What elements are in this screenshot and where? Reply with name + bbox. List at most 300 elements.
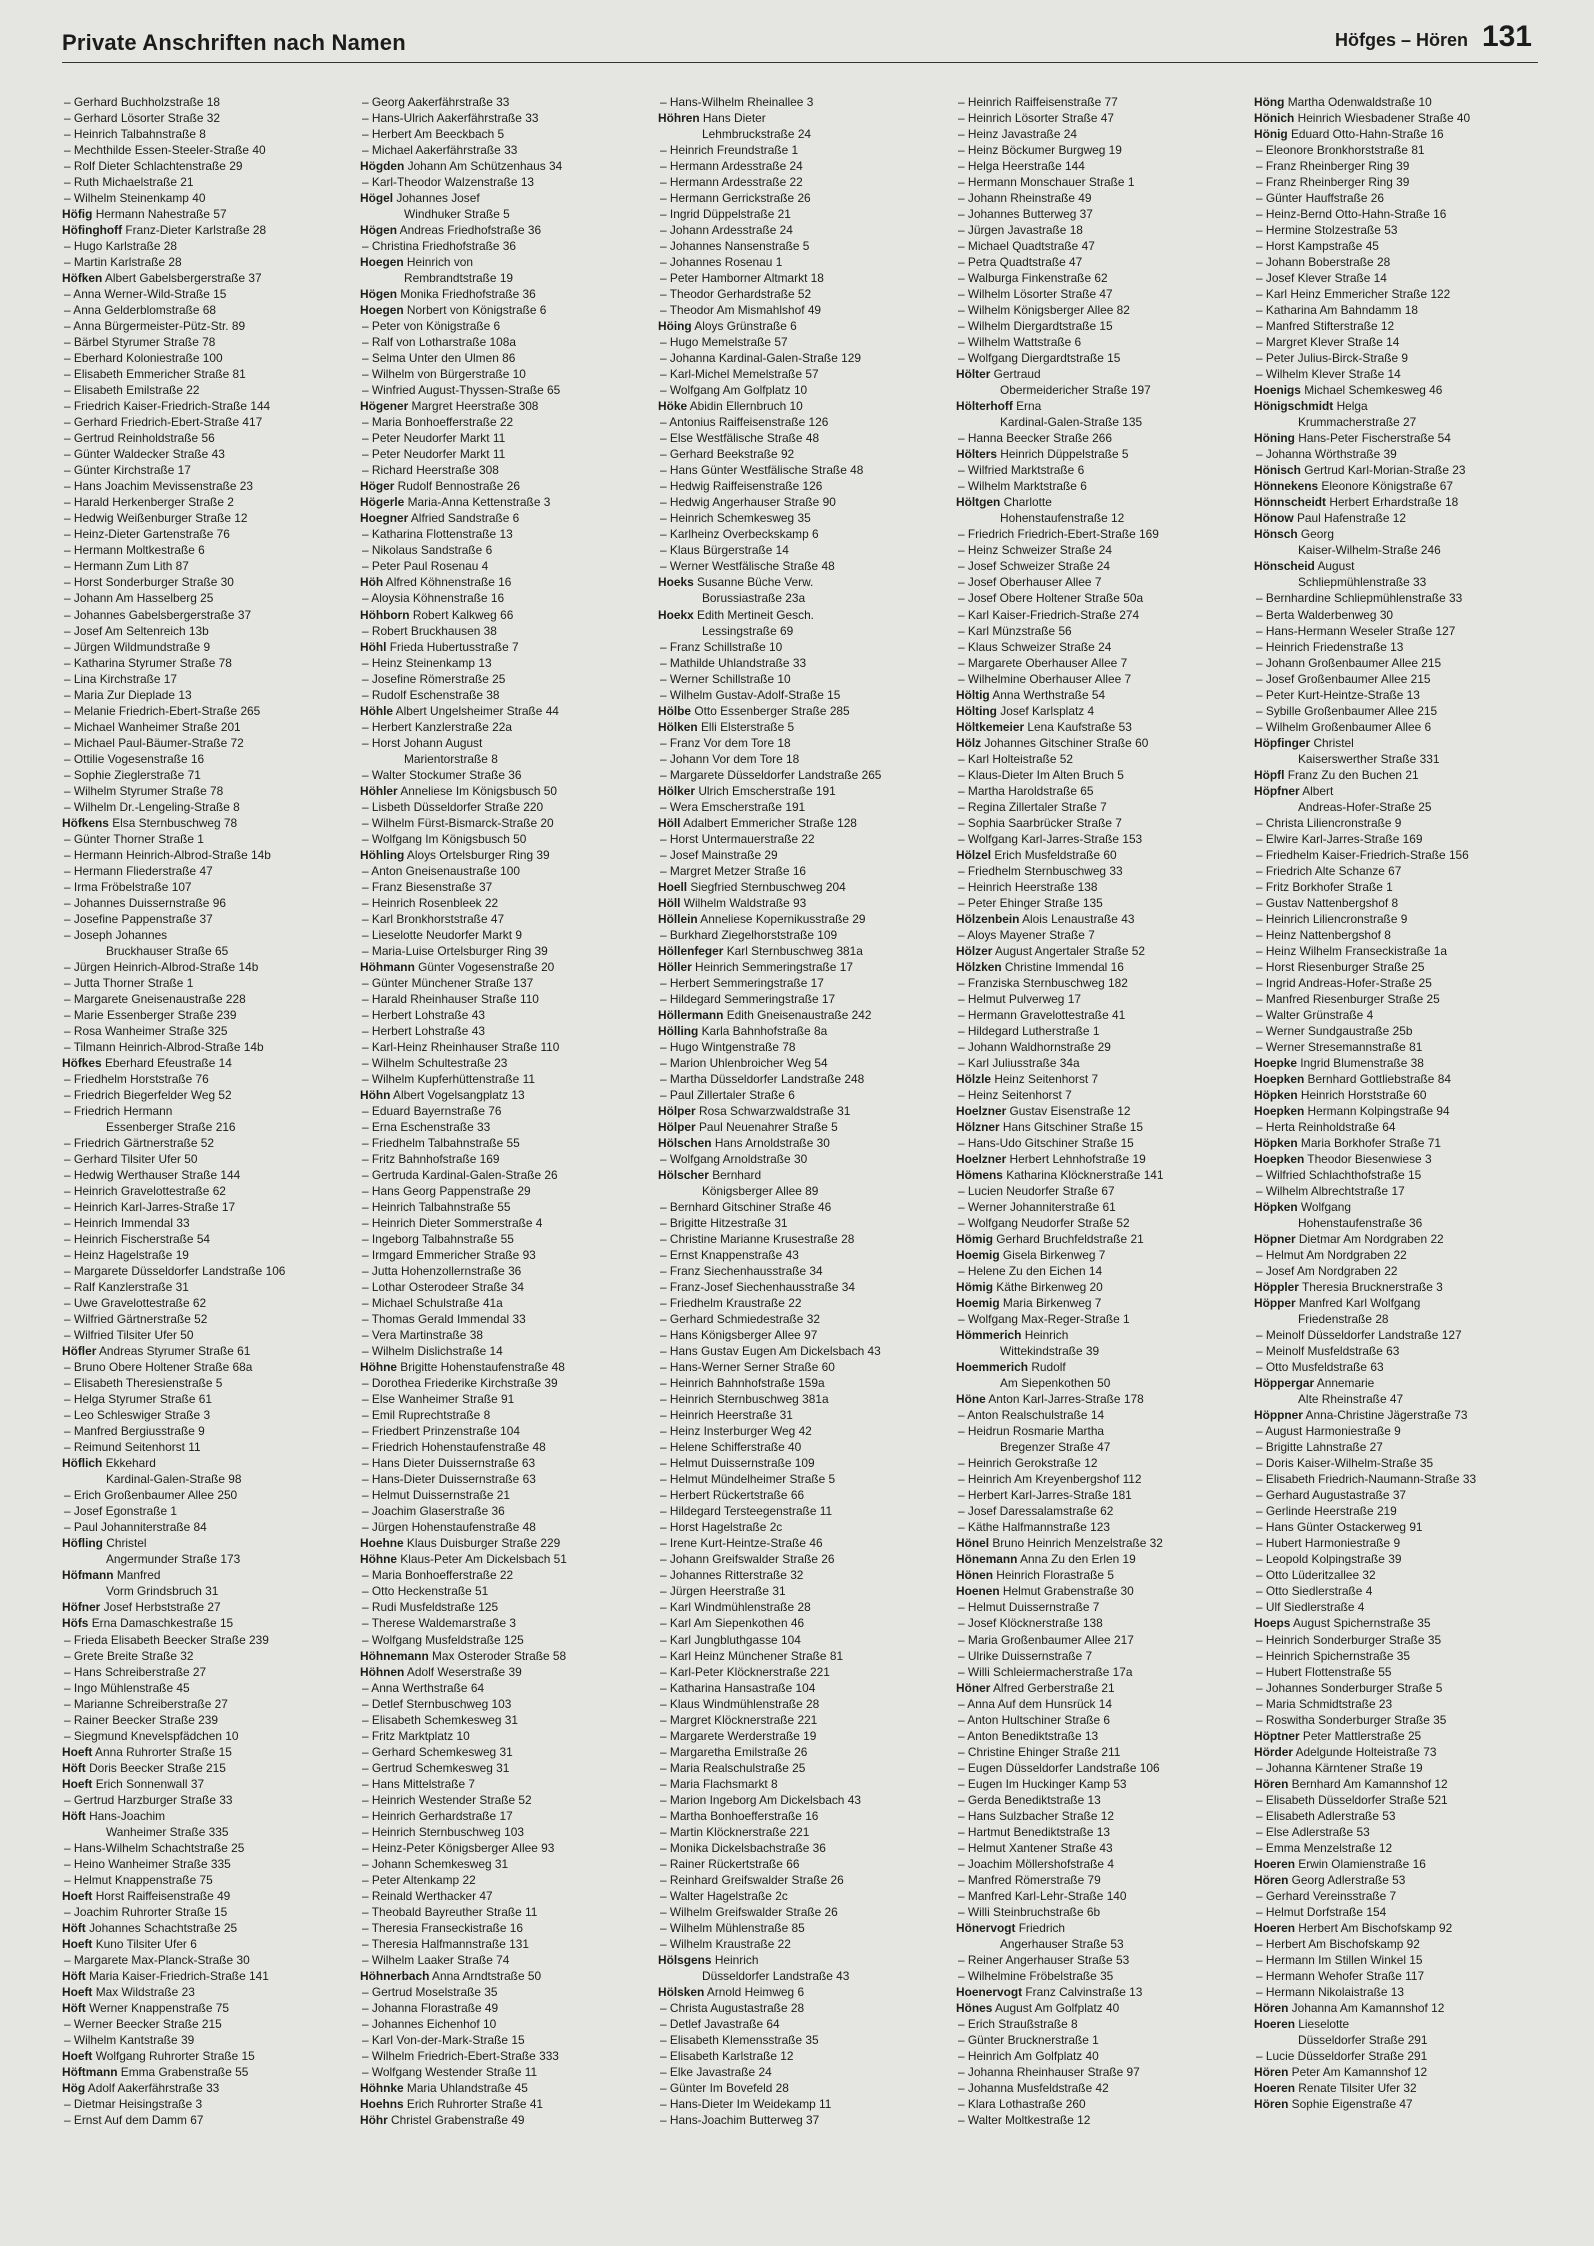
directory-subentry: – Friedrich Friedrich-Ebert-Straße 169 xyxy=(958,527,1159,542)
directory-subentry: – Helmut Knappenstraße 75 xyxy=(64,1872,213,1887)
directory-entry xyxy=(360,1087,646,1103)
surname: Hölzer xyxy=(956,943,993,958)
surname: Högener xyxy=(360,399,409,414)
directory-entry xyxy=(1254,1728,1540,1744)
surname: Hoeren xyxy=(1254,1920,1295,1935)
directory-subentry: – Hans-Wilhelm Schachtstraße 25 xyxy=(64,1840,245,1855)
surname: Höhn xyxy=(360,1087,391,1102)
surname: Hölling xyxy=(658,1023,699,1038)
directory-subentry: – Else Adlerstraße 53 xyxy=(1256,1824,1370,1839)
surname: Hörder xyxy=(1254,1744,1293,1759)
directory-subentry: – Karl Heinz Emmericher Straße 122 xyxy=(1256,287,1451,302)
entry-details: Heinrich Semmeringstraße 17 xyxy=(691,959,853,974)
directory-subentry: – Herbert Karl-Jarres-Straße 181 xyxy=(958,1488,1132,1503)
directory-entry xyxy=(1254,558,1540,574)
surname: Höppler xyxy=(1254,1280,1299,1295)
surname: Hölker xyxy=(658,783,696,798)
directory-subentry: – Dorothea Friederike Kirchstraße 39 xyxy=(362,1376,558,1391)
surname: Högen xyxy=(360,287,397,302)
directory-entry xyxy=(360,286,646,302)
directory-subentry: – Wilhelm Greifswalder Straße 26 xyxy=(660,1904,838,1919)
entry-details: Sophie Eigenstraße 47 xyxy=(1288,2096,1413,2111)
directory-subentry: – Jutta Hohenzollernstraße 36 xyxy=(362,1264,522,1279)
surname: Hoemmerich xyxy=(956,1360,1029,1375)
directory-subentry: – Uwe Gravelottestraße 62 xyxy=(64,1296,207,1311)
surname: Höptner xyxy=(1254,1728,1300,1743)
directory-subentry: – Christine Marianne Krusestraße 28 xyxy=(660,1232,855,1247)
directory-entry xyxy=(956,1567,1242,1583)
entry-details: Karla Bahnhofstraße 8a xyxy=(698,1023,828,1038)
entry-details: August xyxy=(1314,559,1355,574)
directory-subentry: – Burkhard Ziegelhorststraße 109 xyxy=(660,927,838,942)
surname: Höhnemann xyxy=(360,1648,429,1663)
directory-subentry: – Jürgen Heinrich-Albrod-Straße 14b xyxy=(64,959,259,974)
header-rule xyxy=(62,62,1538,63)
directory-subentry: – Rudolf Eschenstraße 38 xyxy=(362,687,500,702)
directory-subentry: – Hildegard Tersteegenstraße 11 xyxy=(660,1504,833,1519)
directory-subentry: – Günter Waldecker Straße 43 xyxy=(64,447,225,462)
directory-subentry: – Karl Jungbluthgasse 104 xyxy=(660,1632,801,1647)
entry-details: Maria Uhlandstraße 45 xyxy=(403,2080,528,2095)
surname: Hören xyxy=(1254,2096,1289,2111)
directory-entry xyxy=(1254,2080,1540,2096)
name-range: Höfges – Hören xyxy=(1334,30,1468,50)
directory-subentry: – Wilhelm Klever Straße 14 xyxy=(1256,367,1401,382)
directory-subentry: – Hartmut Benediktstraße 13 xyxy=(958,1824,1111,1839)
directory-subentry: – Reimund Seitenhorst 11 xyxy=(64,1440,201,1455)
entry-details: Johann Am Schützenhaus 34 xyxy=(404,159,563,174)
directory-subentry: – Sybille Großenbaumer Allee 215 xyxy=(1256,703,1438,718)
directory-subentry: – Fritz Marktplatz 10 xyxy=(362,1728,470,1743)
entry-details: Adalbert Emmericher Straße 128 xyxy=(680,815,857,830)
surname: Hören xyxy=(1254,1776,1289,1791)
surname: Höhling xyxy=(360,847,405,862)
directory-subentry: – Karl Windmühlenstraße 28 xyxy=(660,1600,811,1615)
entry-details: Klaus-Peter Am Dickelsbach 51 xyxy=(397,1552,567,1567)
directory-entry xyxy=(62,2048,348,2064)
directory-subentry: – Sophie Zieglerstraße 71 xyxy=(64,767,201,782)
directory-subentry: – Herbert Kanzlerstraße 22a xyxy=(362,719,513,734)
directory-entry-continuation: Essenberger Straße 216 xyxy=(106,1120,236,1134)
directory-subentry: – Friedhelm Talbahnstraße 55 xyxy=(362,1136,520,1151)
directory-subentry: – Elwire Karl-Jarres-Straße 169 xyxy=(1256,831,1423,846)
directory-subentry: – Heinrich Gerokstraße 12 xyxy=(958,1456,1098,1471)
directory-entry xyxy=(1254,1776,1540,1792)
entry-details: Anna Arndtstraße 50 xyxy=(429,1968,542,1983)
directory-entry-continuation: Angerhauser Straße 53 xyxy=(1000,1936,1124,1951)
directory-subentry: – Marion Ingeborg Am Dickelsbach 43 xyxy=(660,1792,861,1807)
entry-details: Heinrich Florastraße 5 xyxy=(993,1568,1114,1583)
directory-subentry: – Klaus Windmühlenstraße 28 xyxy=(660,1696,820,1711)
surname: Höh xyxy=(360,575,384,590)
entry-details: Erich Musfeldstraße 60 xyxy=(991,847,1117,862)
directory-subentry: – Otto Siedlerstraße 4 xyxy=(1256,1584,1373,1599)
directory-subentry: – Johanna Musfeldstraße 42 xyxy=(958,2080,1109,2095)
directory-subentry: – Nikolaus Sandstraße 6 xyxy=(362,543,493,558)
directory-subentry: – Helga Styrumer Straße 61 xyxy=(64,1392,213,1407)
surname: Höpfl xyxy=(1254,767,1285,782)
directory-entry xyxy=(1254,2016,1540,2032)
directory-subentry: – Peter von Königstraße 6 xyxy=(362,319,501,334)
directory-subentry: – Georg Aakerfährstraße 33 xyxy=(362,95,510,109)
directory-entry-continuation: Vorm Grindsbruch 31 xyxy=(106,1584,219,1599)
surname: Hoenervogt xyxy=(956,1984,1023,1999)
surname: Höhne xyxy=(360,1360,397,1375)
directory-subentry: – Margarete Max-Planck-Straße 30 xyxy=(64,1952,250,1967)
directory-subentry: – Manfred Bergiusstraße 9 xyxy=(64,1424,205,1439)
entry-details: Johannes Schachtstraße 25 xyxy=(85,1920,238,1935)
directory-entry xyxy=(1254,1872,1540,1888)
directory-subentry: – Franz Vor dem Tore 18 xyxy=(660,735,791,750)
directory-subentry: – Heinz-Bernd Otto-Hahn-Straße 16 xyxy=(1256,207,1447,222)
directory-subentry: – Martha Düsseldorfer Landstraße 248 xyxy=(660,1071,865,1086)
entry-details: Wolfgang xyxy=(1297,1200,1351,1215)
entry-details: Manfred Karl Wolfgang xyxy=(1295,1296,1421,1311)
surname: Hoelzner xyxy=(956,1103,1007,1118)
directory-entry xyxy=(1254,1295,1540,1311)
directory-subentry: – Manfred Riesenburger Straße 25 xyxy=(1256,991,1440,1006)
surname: Hoeps xyxy=(1254,1616,1291,1631)
directory-subentry: – Heino Wanheimer Straße 335 xyxy=(64,1856,231,1871)
directory-entry xyxy=(658,574,944,590)
directory-subentry: – Klaus Schweizer Straße 24 xyxy=(958,639,1112,654)
surname: Hoenen xyxy=(956,1584,1000,1599)
entry-details: Käthe Birkenweg 20 xyxy=(993,1280,1103,1295)
directory-subentry: – Hanna Beecker Straße 266 xyxy=(958,431,1113,446)
entry-details: Lena Kaufstraße 53 xyxy=(1024,719,1132,734)
entry-details: Gustav Eisenstraße 12 xyxy=(1006,1103,1131,1118)
directory-subentry: – Peter Neudorfer Markt 11 xyxy=(362,447,506,462)
directory-subentry: – Friedhelm Kaiser-Friedrich-Straße 156 xyxy=(1256,847,1469,862)
directory-subentry: – Dietmar Heisingstraße 3 xyxy=(64,2096,203,2111)
directory-subentry: – Heinz Nattenbergshof 8 xyxy=(1256,927,1391,942)
directory-entry-continuation: Kardinal-Galen-Straße 98 xyxy=(106,1472,242,1487)
directory-subentry: – Josef Klever Straße 14 xyxy=(1256,271,1387,286)
entry-details: Wilhelm Waldstraße 93 xyxy=(680,895,807,910)
entry-details: Edith Gneisenaustraße 242 xyxy=(723,1007,872,1022)
directory-entry xyxy=(658,607,944,623)
directory-subentry: – Detlef Sternbuschweg 103 xyxy=(362,1696,512,1711)
directory-subentry: – Heinrich Heerstraße 31 xyxy=(660,1408,793,1423)
entry-details: Doris Beecker Straße 215 xyxy=(85,1760,226,1775)
directory-entry xyxy=(62,206,348,222)
entry-details: Johannes Josef xyxy=(393,191,480,206)
directory-subentry: – Günter Brucknerstraße 1 xyxy=(958,2032,1099,2047)
directory-subentry: – Manfred Römerstraße 79 xyxy=(958,1872,1101,1887)
surname: Höhle xyxy=(360,703,394,718)
directory-subentry: – Friedrich Hermann xyxy=(64,1103,173,1118)
directory-subentry: – Berta Walderbenweg 30 xyxy=(1256,607,1394,622)
surname: Hoeft xyxy=(62,1776,93,1791)
directory-subentry: – Josef Am Seltenreich 13b xyxy=(64,623,209,638)
directory-subentry: – Hermann Nikolaistraße 13 xyxy=(1256,1984,1405,1999)
directory-subentry: – Horst Hagelstraße 2c xyxy=(660,1520,783,1535)
directory-entry xyxy=(62,1984,348,2000)
directory-entry xyxy=(956,1119,1242,1135)
directory-subentry: – Wilhelm Großenbaumer Allee 6 xyxy=(1256,719,1432,734)
directory-subentry: – Aloysia Köhnenstraße 16 xyxy=(362,591,505,606)
entry-details: Gertraud xyxy=(990,367,1041,382)
entry-details: Margret Heerstraße 308 xyxy=(408,399,539,414)
directory-subentry: – Peter Paul Rosenau 4 xyxy=(362,559,489,574)
directory-subentry: – Hermann Ardesstraße 24 xyxy=(660,159,803,174)
directory-subentry: – Martin Klöcknerstraße 221 xyxy=(660,1824,810,1839)
directory-subentry: – Gertrud Reinholdstraße 56 xyxy=(64,431,215,446)
directory-subentry: – Margarete Werderstraße 19 xyxy=(660,1728,817,1743)
directory-subentry: – Friedrich Alte Schanze 67 xyxy=(1256,863,1402,878)
directory-subentry: – Hans Günter Westfälische Straße 48 xyxy=(660,463,864,478)
directory-subentry: – Hildegard Lutherstraße 1 xyxy=(958,1023,1100,1038)
directory-subentry: – Günter Münchener Straße 137 xyxy=(362,975,534,990)
page-number: 131 xyxy=(1481,20,1532,53)
surname: Hölzle xyxy=(956,1071,992,1086)
directory-entry xyxy=(1254,2096,1540,2112)
directory-subentry: – Hugo Memelstraße 57 xyxy=(660,335,788,350)
surname: Hölper xyxy=(658,1120,696,1134)
directory-subentry: – Heinrich Liliencronstraße 9 xyxy=(1256,911,1408,926)
entry-details: Erich Ruhrorter Straße 41 xyxy=(403,2096,544,2111)
surname: Hoeft xyxy=(62,1744,93,1759)
surname: Höfling xyxy=(62,1536,103,1551)
directory-subentry: – Wilhelm Kantstraße 39 xyxy=(64,2032,195,2047)
directory-entry xyxy=(360,302,646,318)
directory-subentry: – Helene Schifferstraße 40 xyxy=(660,1440,802,1455)
directory-entry xyxy=(360,398,646,414)
entry-details: Theodor Biesenwiese 3 xyxy=(1304,1152,1432,1167)
entry-details: Helga xyxy=(1333,399,1368,414)
directory-subentry: – Heinz Böckumer Burgweg 19 xyxy=(958,143,1122,158)
entry-details: Elli Elsterstraße 5 xyxy=(697,719,795,734)
directory-subentry: – Joseph Johannes xyxy=(64,927,168,942)
surname: Hoekx xyxy=(658,607,694,622)
directory-subentry: – Heinrich Gerhardstraße 17 xyxy=(362,1808,513,1823)
directory-subentry: – Franz-Josef Siechenhausstraße 34 xyxy=(660,1280,855,1295)
directory-entry-continuation: Kardinal-Galen-Straße 135 xyxy=(1000,415,1143,430)
directory-subentry: – Margarete Gneisenaustraße 228 xyxy=(64,991,246,1006)
directory-entry xyxy=(1254,2064,1540,2080)
directory-subentry: – Peter Hamborner Altmarkt 18 xyxy=(660,271,824,286)
directory-subentry: – Leo Schleswiger Straße 3 xyxy=(64,1408,211,1423)
entry-details: Anneliese Im Königsbusch 50 xyxy=(397,783,557,798)
directory-entry xyxy=(62,1055,348,1071)
directory-entry xyxy=(1254,1055,1540,1071)
surname: Hölken xyxy=(658,719,698,734)
entry-details: Frieda Hubertusstraße 7 xyxy=(386,639,519,654)
surname: Hölzken xyxy=(956,959,1002,974)
directory-entry xyxy=(956,1327,1242,1343)
directory-subentry: – Heinrich Spichernstraße 35 xyxy=(1256,1648,1410,1663)
directory-subentry: – Heinrich Friedenstraße 13 xyxy=(1256,639,1404,654)
surname: Höne xyxy=(956,1392,986,1407)
directory-subentry: – Jutta Thorner Straße 1 xyxy=(64,975,194,990)
entry-details: Horst Raiffeisenstraße 49 xyxy=(92,1888,231,1903)
surname: Höfs xyxy=(62,1616,89,1631)
directory-entry xyxy=(1254,94,1540,110)
entry-details: Adolf Aakerfährstraße 33 xyxy=(85,2080,220,2095)
entry-details: Gertrud Karl-Morian-Straße 23 xyxy=(1300,463,1466,478)
surname: Höppergar xyxy=(1254,1376,1315,1391)
directory-subentry: – Johannes Gabelsbergerstraße 37 xyxy=(64,607,252,622)
directory-subentry: – Gertrud Schemkesweg 31 xyxy=(362,1760,510,1775)
directory-entry xyxy=(1254,126,1540,142)
directory-subentry: – Reinald Werthacker 47 xyxy=(362,1888,493,1903)
directory-subentry: – Helmut Dorfstraße 154 xyxy=(1256,1904,1387,1919)
directory-subentry: – Emil Ruprechtstraße 8 xyxy=(362,1408,491,1423)
directory-subentry: – Hermann Gravelottestraße 41 xyxy=(958,1007,1126,1022)
surname: Höller xyxy=(658,959,692,974)
directory-subentry: – Heinrich Sternbuschweg 381a xyxy=(660,1392,829,1407)
directory-entry xyxy=(1254,110,1540,126)
surname: Höllein xyxy=(658,911,698,926)
directory-subentry: – Maria Schmidtstraße 23 xyxy=(1256,1696,1393,1711)
directory-subentry: – Katharina Hansastraße 104 xyxy=(660,1680,816,1695)
entry-details: Christine Immendal 16 xyxy=(1001,959,1124,974)
directory-entry-continuation: Kaiser-Wilhelm-Straße 246 xyxy=(1298,543,1441,558)
directory-subentry: – Manfred Stifterstraße 12 xyxy=(1256,319,1395,334)
surname: Höfinghoff xyxy=(62,223,123,238)
directory-entry xyxy=(956,1920,1242,1936)
entry-details: Anneliese Kopernikusstraße 29 xyxy=(697,911,866,926)
directory-subentry: – Ernst Auf dem Damm 67 xyxy=(64,2112,204,2127)
directory-subentry: – Irma Fröbelstraße 107 xyxy=(64,879,192,894)
directory-subentry: – Heinrich Am Kreyenbergshof 112 xyxy=(958,1472,1142,1487)
directory-subentry: – Ralf von Lotharstraße 108a xyxy=(362,335,517,350)
surname: Hoeren xyxy=(1254,1856,1295,1871)
directory-subentry: – Bärbel Styrumer Straße 78 xyxy=(64,335,216,350)
directory-subentry: – Hubert Harmoniestraße 9 xyxy=(1256,1536,1401,1551)
directory-subentry: – Christina Friedhofstraße 36 xyxy=(362,239,516,254)
directory-subentry: – Ottilie Vogesenstraße 16 xyxy=(64,751,205,766)
surname: Hölbe xyxy=(658,703,692,718)
surname: Hönen xyxy=(956,1568,993,1583)
directory-subentry: – Eleonore Bronkhorststraße 81 xyxy=(1256,143,1425,158)
directory-entry xyxy=(658,783,944,799)
directory-entry xyxy=(62,1888,348,1904)
directory-entry xyxy=(956,687,1242,703)
directory-entry xyxy=(956,911,1242,927)
directory-subentry: – Heinrich Freundstraße 1 xyxy=(660,143,799,158)
directory-subentry: – Helmut Xantener Straße 43 xyxy=(958,1840,1113,1855)
directory-subentry: – Lisbeth Düsseldorfer Straße 220 xyxy=(362,799,544,814)
directory-entry xyxy=(1254,1856,1540,1872)
surname: Höhnen xyxy=(360,1664,405,1679)
directory-subentry: – Herbert Semmeringstraße 17 xyxy=(660,975,824,990)
directory-subentry: – Heinrich Talbahnstraße 55 xyxy=(362,1200,511,1215)
directory-subentry: – Gerhard Schemkesweg 31 xyxy=(362,1744,513,1759)
surname: Hoeks xyxy=(658,575,694,590)
directory-subentry: – Anna Auf dem Hunsrück 14 xyxy=(958,1696,1113,1711)
directory-subentry: – Michael Quadtstraße 47 xyxy=(958,239,1095,254)
directory-subentry: – Hermann Moltkestraße 6 xyxy=(64,543,205,558)
directory-subentry: – Petra Quadtstraße 47 xyxy=(958,255,1083,270)
entry-details: Hans Dieter xyxy=(699,111,766,126)
directory-subentry: – Johannes Nansenstraße 5 xyxy=(660,239,810,254)
directory-entry xyxy=(956,366,1242,382)
entry-details: Martha Odenwaldstraße 10 xyxy=(1284,95,1432,109)
directory-subentry: – Irmgard Emmericher Straße 93 xyxy=(362,1248,536,1263)
directory-subentry: – Wilhelm Dr.-Lengeling-Straße 8 xyxy=(64,799,240,814)
directory-subentry: – Johann Boberstraße 28 xyxy=(1256,255,1391,270)
entry-details: Susanne Büche Verw. xyxy=(693,575,814,590)
surname: Höfler xyxy=(62,1344,97,1359)
directory-subentry: – Hermine Stolzestraße 53 xyxy=(1256,223,1398,238)
directory-subentry: – Johann Waldhornstraße 29 xyxy=(958,1039,1111,1054)
directory-subentry: – Friedrich Hohenstaufenstraße 48 xyxy=(362,1440,546,1455)
surname: Höll xyxy=(658,895,681,910)
entry-details: Siegfried Sternbuschweg 204 xyxy=(687,879,846,894)
directory-subentry: – Eugen Im Huckinger Kamp 53 xyxy=(958,1776,1127,1791)
entry-details: Anna-Christine Jägerstraße 73 xyxy=(1302,1408,1468,1423)
directory-entry xyxy=(956,943,1242,959)
directory-subentry: – Günter Im Bovefeld 28 xyxy=(660,2080,789,2095)
directory-entry xyxy=(956,1071,1242,1087)
directory-subentry: – Wolfgang Musfeldstraße 125 xyxy=(362,1632,524,1647)
entry-details: Erwin Olamienstraße 16 xyxy=(1294,1856,1426,1871)
surname: Höppner xyxy=(1254,1408,1303,1423)
surname: Hönig xyxy=(1254,127,1288,142)
entry-details: Bernhard xyxy=(708,1168,762,1183)
directory-subentry: – Marie Essenberger Straße 239 xyxy=(64,1007,237,1022)
entry-details: Georg Adlerstraße 53 xyxy=(1288,1872,1406,1887)
entry-details: Aloys Grünstraße 6 xyxy=(691,319,797,334)
surname: Högerle xyxy=(360,495,405,510)
surname: Höger xyxy=(360,479,395,494)
directory-subentry: – Helmut Pulverweg 17 xyxy=(958,991,1081,1006)
entry-details: Renate Tilsiter Ufer 32 xyxy=(1294,2080,1417,2095)
directory-entry xyxy=(1254,767,1540,783)
directory-subentry: – Heinz Steinenkamp 13 xyxy=(362,655,492,670)
directory-entry xyxy=(1254,2000,1540,2016)
directory-subentry: – Karl Heinz Münchener Straße 81 xyxy=(660,1648,844,1663)
directory-subentry: – Reiner Angerhauser Straße 53 xyxy=(958,1952,1130,1967)
directory-subentry: – Thomas Gerald Immendal 33 xyxy=(362,1312,526,1327)
directory-entry xyxy=(956,1551,1242,1567)
surname: Högden xyxy=(360,159,405,174)
directory-entry xyxy=(360,607,646,623)
directory-subentry: – Ingrid Andreas-Hofer-Straße 25 xyxy=(1256,975,1432,990)
surname: Hömmerich xyxy=(956,1328,1022,1343)
directory-subentry: – Lina Kirchstraße 17 xyxy=(64,671,178,686)
directory-subentry: – Willi Schleiermacherstraße 17a xyxy=(958,1664,1133,1679)
directory-subentry: – Walter Grünstraße 4 xyxy=(1256,1007,1374,1022)
directory-subentry: – Grete Breite Straße 32 xyxy=(64,1648,194,1663)
directory-entry xyxy=(62,1599,348,1615)
surname: Hölters xyxy=(956,447,997,462)
directory-subentry: – Richard Heerstraße 308 xyxy=(362,463,499,478)
surname: Hoemig xyxy=(956,1296,1000,1311)
directory-subentry: – Wolfgang Neudorfer Straße 52 xyxy=(958,1216,1130,1231)
directory-subentry: – Margret Metzer Straße 16 xyxy=(660,863,807,878)
directory-subentry: – Wilhelmine Oberhauser Allee 7 xyxy=(958,671,1132,686)
directory-subentry: – Gertrud Harzburger Straße 33 xyxy=(64,1792,233,1807)
directory-entry-continuation: Lehmbruckstraße 24 xyxy=(702,127,812,142)
entry-details: Alois Lenaustraße 43 xyxy=(1019,911,1135,926)
directory-entry xyxy=(956,1583,1242,1599)
directory-entry xyxy=(62,2080,348,2096)
directory-subentry: – Margarete Düsseldorfer Landstraße 106 xyxy=(64,1264,286,1279)
directory-entry xyxy=(956,398,1242,414)
directory-entry xyxy=(360,1648,646,1664)
directory-entry xyxy=(956,847,1242,863)
surname: Höft xyxy=(62,1808,86,1823)
directory-subentry: – Hugo Wintgenstraße 78 xyxy=(660,1039,796,1054)
directory-entry xyxy=(62,222,348,238)
directory-subentry: – Herbert Lohstraße 43 xyxy=(362,1007,485,1022)
entry-details: Eduard Otto-Hahn-Straße 16 xyxy=(1287,127,1444,142)
directory-subentry: – Ulrike Duissernstraße 7 xyxy=(958,1648,1093,1663)
directory-subentry: – Heinrich Karl-Jarres-Straße 17 xyxy=(64,1200,236,1215)
directory-subentry: – Vera Martinstraße 38 xyxy=(362,1328,483,1343)
